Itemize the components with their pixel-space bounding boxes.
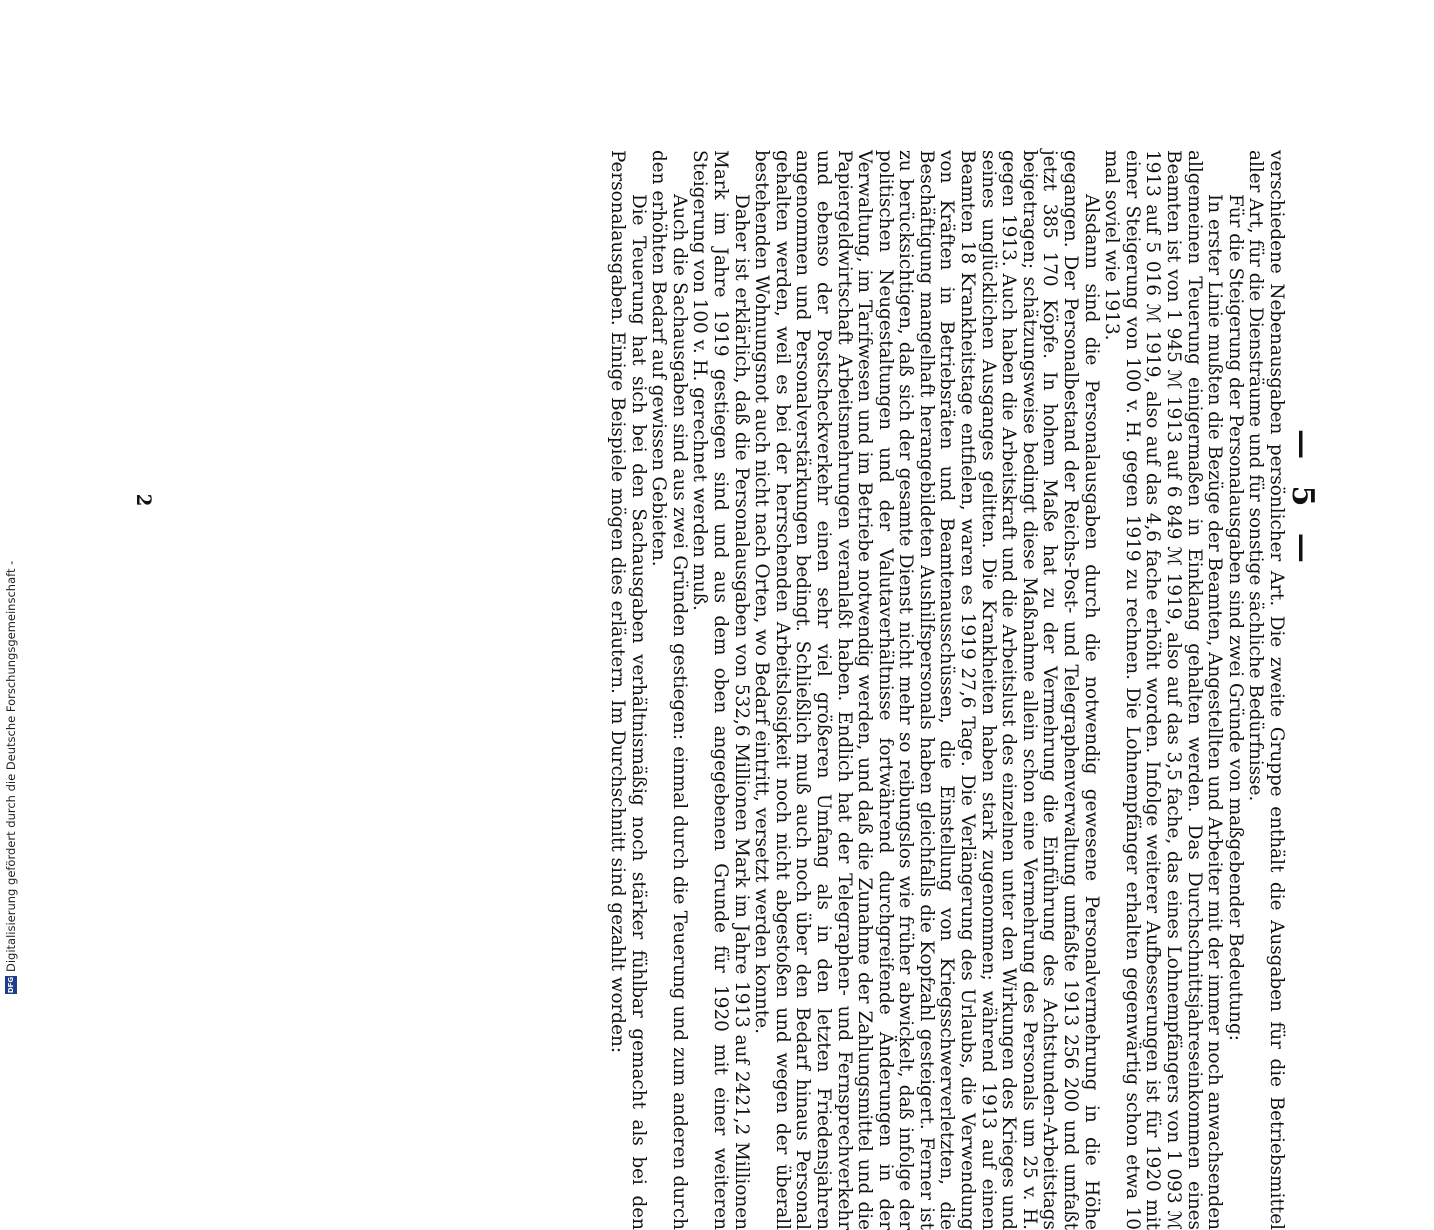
- digitization-credit: [0, 0, 22, 1000]
- paragraph: Für die Steigerung der Personalausgaben sind zwei Gründe von maßgebender Bedeutung:: [1224, 194, 1246, 1041]
- paragraph: Daher ist erklärlich, daß die Personalausgaben von 532,6 Millionen Mark im Jahre 1913 auf 2421,2 Millionen Mark im Jahre 1919 gestiegen sind und aus dem oben angegebenen Grunde für 1920 mit einer weiteren Steigerung von 100 v. H. gerechnet werden muß.: [689, 150, 752, 1230]
- page-number-header: — 5 —: [1285, 429, 1320, 571]
- credit-text: Digitalisierung gefördert durch die Deutsche Forschungsgemeinschaft -: [4, 560, 18, 972]
- paragraph: Alsdann sind die Personalausgaben durch die notwendig gewesene Personalvermehrung in die Höhe gegangen. Der Personalbestand der Reichs-Post- und Telegraphenverwaltung umfaßte 1913 256 200 und umfaßt jetzt 385 170 Köpfe. In hohem Maße hat zu der Vermehrung die Einführung des Achtstunden-Arbeitstags beigetragen; schätzungsweise bedingt diese Maßnahme allein schon eine Vermehrung des Personals um 25 v. H. gegen 1913. Auch haben die Arbeitskraft und die Arbeitslust des einzelnen unter den Wirkungen des Krieges und seines unglücklichen Ausganges gelitten. Die Krankheiten haben stark zugenommen; während 1913 auf einen Beamten 18 Krankheitstage entfielen, waren es 1919 27,6 Tage. Die Verlängerung des Urlaubs, die Verwendung von Kräften in Betriebsräten und Beamtenausschüssen, die Einstellung von Kriegsschwerverletzten, die Beschäftigung mangelhaft herangebildeten Aushilfspersonals haben gleichfalls die Kopfzahl gesteigert. Ferner ist zu berücksichtigen, daß sich der gesamte Dienst nicht mehr so reibungslos wie früher abwickelt, daß infolge der politischen Neugestaltungen und der Valutaverhältnisse fortwährend durchgreifende Änderungen in der Verwaltung, im Tarifwesen und im Betriebe notwendig werden, und daß die Zunahme der Zahlungsmittel und die Papiergeldwirtschaft Arbeitsmehrungen veranlaßt haben. Endlich hat der Telegraphen- und Fernsprechverkehr und ebenso der Postscheckverkehr einen sehr viel größeren Umfang als in den letzten Friedensjahren angenommen und Personalverstärkungen bedingt. Schließlich muß auch noch über den Bedarf hinaus Personal gehalten werden, weil es bei der herrschenden Arbeitslosigkeit noch nicht abgestoßen und wegen der überall bestehenden Wohnungsnot auch nicht nach Orten, wo Bedarf eintritt, versetzt werden konnte.: [751, 150, 1102, 1230]
- paragraph: Auch die Sachausgaben sind aus zwei Gründen gestiegen: einmal durch die Teuerung und zum anderen durch den erhöhten Bedarf auf gewissen Gebieten.: [648, 150, 690, 1230]
- body-text: [606, 150, 1286, 1230]
- paragraph: verschiedene Nebenausgaben persönlicher Art. Die zweite Gruppe enthält die Ausgaben für die Betriebsmittel aller Art, für die Diensträume und für sonstige sächliche Bedürfnisse.: [1245, 150, 1287, 1230]
- signature-mark: 2: [132, 493, 156, 507]
- dfg-logo-icon: DFG: [7, 976, 15, 994]
- paragraph: In erster Linie mußten die Bezüge der Beamten, Angestellten und Arbeiter mit der immer noch anwachsenden allgemeinen Teuerung einigermaßen in Einklang gehalten werden. Das Durchschnittsjahreseinkommen eines Beamten ist von 1 945 ℳ 1913 auf 6 849 ℳ 1919, also auf das 3,5 fache, das eines Lohnempfängers von 1 093 ℳ 1913 auf 5 016 ℳ 1919, also auf das 4,6 fache erhöht worden. Infolge weiterer Aufbesserungen ist für 1920 mit einer Steigerung von 100 v. H. gegen 1919 zu rechnen. Die Lohnempfänger erhalten gegenwärtig schon etwa 10 mal soviel wie 1913.: [1101, 150, 1226, 1230]
- paragraph: Die Teuerung hat sich bei den Sachausgaben verhältnismäßig noch stärker fühlbar gemacht als bei den Personalausgaben. Einige Beispiele mögen dies erläutern. Im Durchschnitt sind gezahlt worden:: [607, 150, 649, 1230]
